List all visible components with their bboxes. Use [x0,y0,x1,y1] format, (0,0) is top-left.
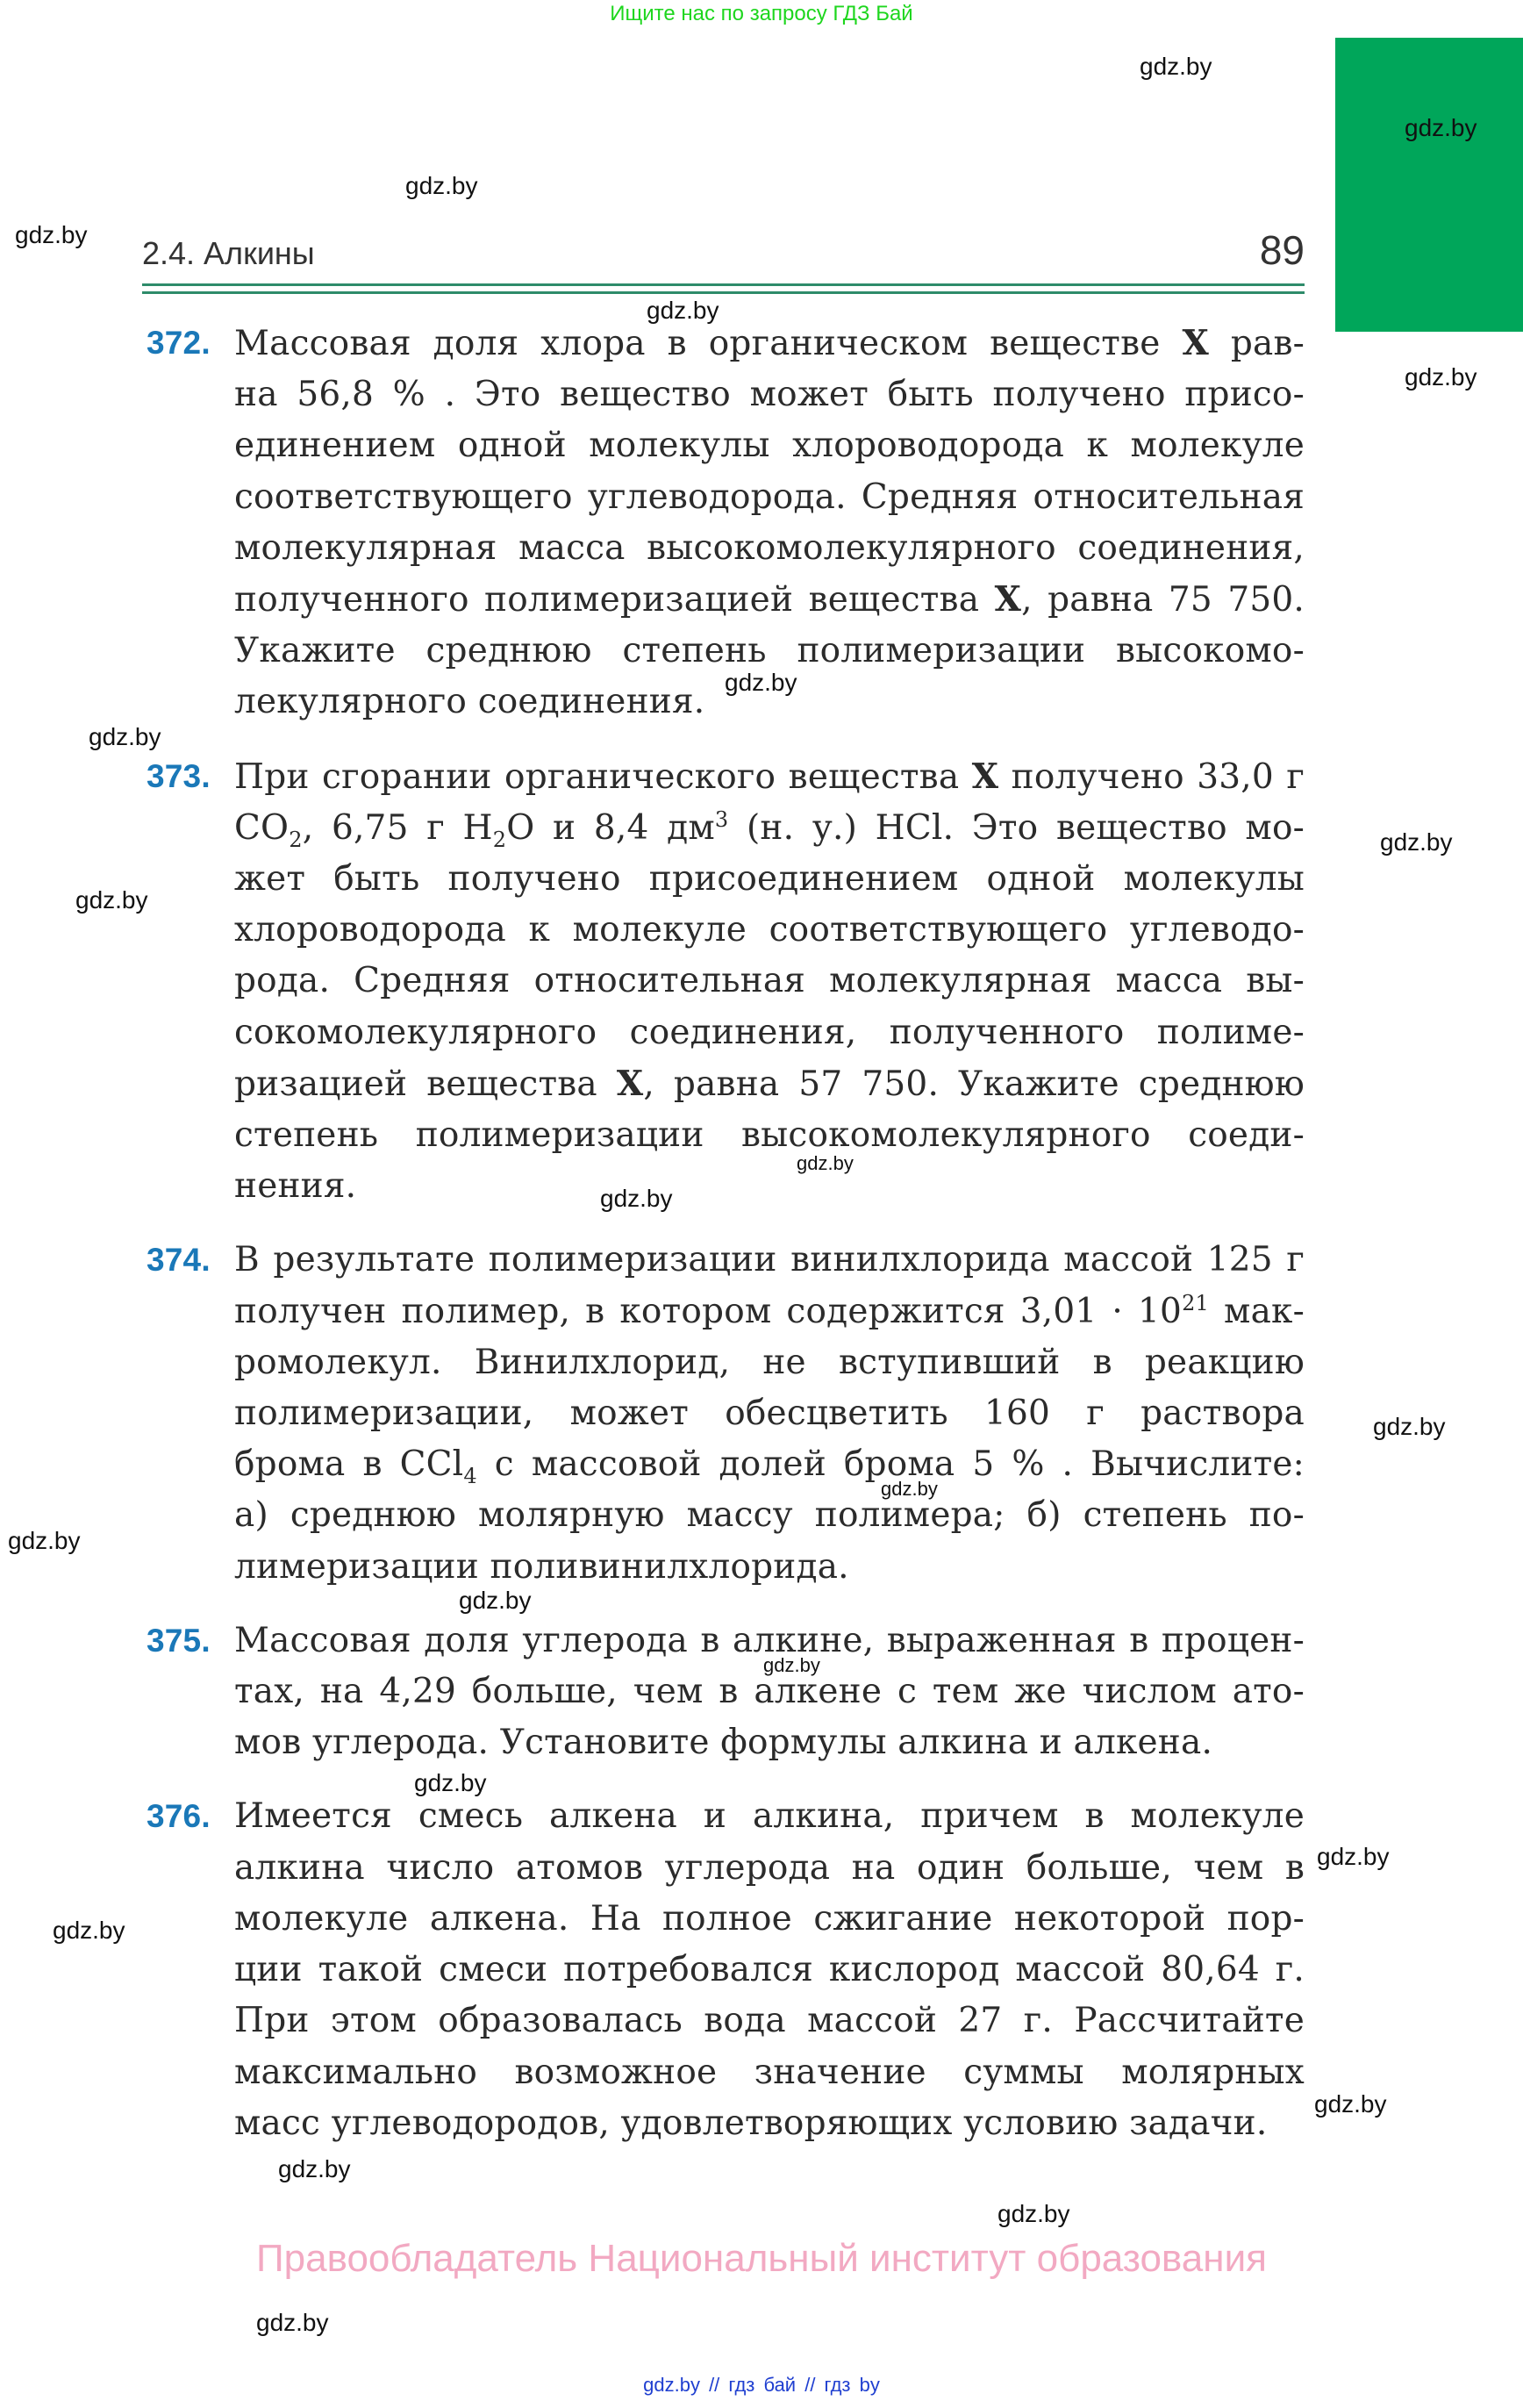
problem-text-line: $CO_2$, 6,75 г $H_2O$ и 8,4 $дм^3$ (н. у.) HCl. Это вещество мо- [234,806,1305,852]
watermark: gdz.by [647,297,719,324]
watermark: gdz.by [1373,1413,1446,1440]
subscript: 4 [463,1464,477,1489]
watermark: gdz.by [414,1769,487,1796]
watermark: gdz.by [1405,114,1477,141]
problem-text-line: ризацией вещества X, равна 57 750. Укажите среднюю [234,1063,1305,1104]
header-rule-top [142,283,1305,286]
watermark: gdz.by [256,2309,329,2336]
watermark: gdz.by [600,1185,673,1212]
problem-text-line: соответствующего углеводорода. Средняя относительная [234,477,1305,517]
footer-links[interactable]: gdz.by // гдз бай // гдз by [643,2374,880,2396]
watermark: gdz.by [1140,53,1212,80]
subscript: 2 [492,827,507,852]
problem-376 [147,1791,1305,2148]
problem-text-line: степень полимеризации высокомолекулярного соеди- [234,1115,1305,1156]
problem-text-line: молекулярная масса высокомолекулярного соединения, [234,527,1305,568]
problem-text-line: на 56,8 % . Это вещество может быть получено присо- [234,375,1305,415]
watermark: gdz.by [459,1587,532,1614]
problem-text-line: алкина число атомов углерода на один больше, чем в [234,1847,1305,1888]
watermark: gdz.by [881,1478,938,1500]
header-rule-bottom [142,291,1305,294]
subscript: 2 [289,827,303,852]
problem-text-line: полученного полимеризацией вещества X, равна 75 750. [234,579,1305,620]
watermark: gdz.by [1314,2090,1387,2118]
problem-text-line: сокомолекулярного соединения, полученного полиме- [234,1012,1305,1052]
problem-number: 375. [147,1622,211,1659]
problem-text-line: Укажите среднюю степень полимеризации высокомо- [234,631,1305,671]
watermark: gdz.by [278,2155,351,2182]
problem-number: 374. [147,1242,211,1279]
problem-text-line: лекулярного соединения. [234,682,705,722]
problem-number: 376. [147,1798,211,1835]
problem-text-line: масс углеводородов, удовлетворяющих условию задачи. [234,2103,1268,2143]
watermark: gdz.by [997,2200,1070,2227]
problem-text-line: лимеризации поливинилхлорида. [234,1546,849,1587]
problem-text-line: При сгорании органического вещества X получено 33,0 г [234,756,1305,797]
variable-x: X [1182,323,1209,363]
watermark: gdz.by [53,1917,125,1944]
watermark: gdz.by [89,723,161,750]
problem-number: 373. [147,757,211,794]
problem-text-line: единением одной молекулы хлороводорода к молекуле [234,426,1305,466]
variable-x: X [616,1063,644,1104]
problem-text-line: а) среднюю молярную массу полимера; б) степень по- [234,1495,1305,1536]
problem-text-line: хлороводорода к молекуле соответствующего углеводо- [234,910,1305,950]
watermark: gdz.by [1317,1843,1390,1870]
search-banner: Ищите нас по запросу ГДЗ Бай [610,2,913,25]
problem-text-line: полимеризации, может обесцветить 160 г раствора [234,1394,1305,1434]
watermark: gdz.by [405,172,478,199]
problem-text-line: Массовая доля углерода в алкине, выраженная в процен- [234,1620,1305,1660]
problem-text-line: ромолекул. Винилхлорид, не вступивший в реакцию [234,1342,1305,1382]
problem-text-line: жет быть получено присоединением одной молекулы [234,859,1305,899]
problem-text-line: тах, на 4,29 больше, чем в алкене с тем же числом ато- [234,1672,1305,1712]
problem-375 [147,1616,1305,1769]
problem-373 [147,751,1305,1213]
superscript: 21 [1182,1290,1210,1315]
watermark: gdz.by [8,1527,81,1554]
problem-374 [147,1235,1305,1592]
problem-text-line: Массовая доля хлора в органическом веществе X рав- [234,323,1305,363]
problem-text-line: рода. Средняя относительная молекулярная масса вы- [234,961,1305,1001]
watermark: gdz.by [1405,363,1477,391]
watermark: gdz.by [763,1654,820,1676]
problem-text-line: При этом образовалась вода массой 27 г. Рассчитайте [234,2001,1305,2041]
problem-text-line: В результате полимеризации винилхлорида массой 125 г [234,1240,1305,1280]
problem-text-line: брома в CCl$_4$ с массовой долей брома 5 % . Вычислите: [234,1444,1305,1489]
page-number: 89 [1259,227,1305,273]
variable-x: X [971,756,999,797]
problem-text-line: Имеется смесь алкена и алкина, причем в молекуле [234,1796,1305,1837]
watermark: gdz.by [75,886,148,914]
problem-text-line: нения. [234,1166,357,1207]
problem-text-line: максимально возможное значение суммы молярных [234,2052,1305,2092]
superscript: 3 [714,806,729,832]
copyright-notice: Правообладатель Национальный институт образования [256,2237,1267,2280]
variable-x: X [994,579,1022,620]
watermark: gdz.by [797,1152,854,1174]
watermark: gdz.by [1380,828,1453,856]
watermark: gdz.by [725,669,797,696]
problem-372 [147,318,1305,728]
watermark: gdz.by [15,221,88,248]
section-title: 2.4. Алкины [142,235,315,271]
problem-text-line: ции такой смеси потребовался кислород массой 80,64 г. [234,1950,1305,1990]
problem-text-line: получен полимер, в котором содержится $3,01 \cdot 10^{21}$ мак- [234,1290,1305,1331]
problem-text-line: молекуле алкена. На полное сжигание некоторой пор- [234,1898,1305,1939]
problem-number: 372. [147,325,211,361]
problem-list [147,318,1305,2172]
chapter-tab [1335,38,1523,332]
problem-text-line: мов углерода. Установите формулы алкина и алкена. [234,1723,1213,1763]
